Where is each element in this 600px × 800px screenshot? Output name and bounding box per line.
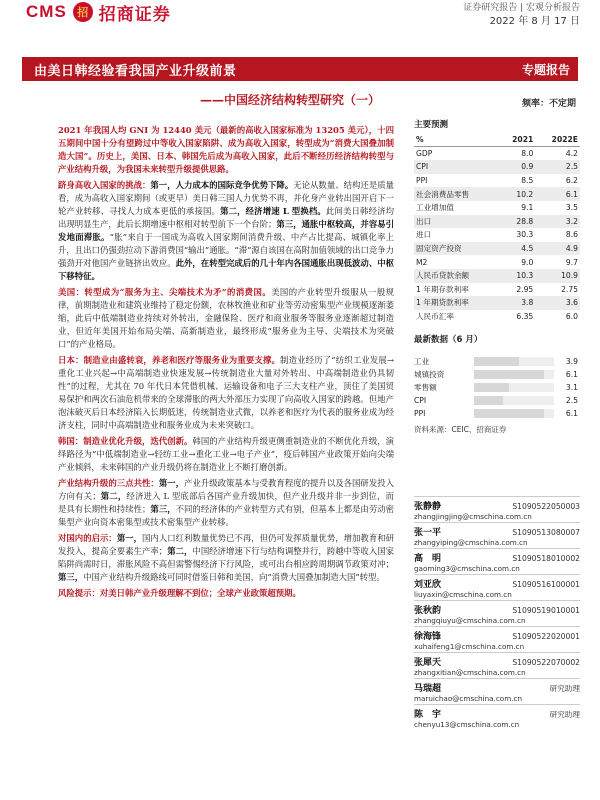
title-bar (22, 57, 578, 81)
forecast-value: 6.1 (535, 187, 580, 201)
analyst-name: 张一平 (414, 528, 442, 538)
commonality-point-2: 第二， (100, 491, 127, 501)
challenges-text-2: 此间美日韩经济均出现明显生产，此后长期增速中枢相对转型前下一个台阶； (58, 206, 395, 229)
forecast-value: 8.0 (521, 149, 534, 159)
analyst-email[interactable]: chenyu13@cmschina.com.cn (414, 720, 520, 729)
forecast-row (414, 147, 580, 161)
analyst-name: 徐海锋 (414, 632, 442, 642)
commonality-lead: 产业结构升级的三点共性： (58, 478, 159, 488)
latest-data-row (414, 394, 580, 407)
commonality-point-1: 第一， (158, 478, 185, 488)
forecast-header-row (414, 133, 580, 147)
analyst-email[interactable]: xuhaifeng1@cmschina.com.cn (414, 642, 525, 651)
commonality-text-3: 不同的经济体的产业转型方式有别，但基本上都是由劳动密集型产业向资本密集型或技术密集型产业转移。 (58, 504, 395, 527)
forecast-value: 0.9 (498, 160, 535, 174)
latest-data-value: 2.5 (565, 396, 578, 406)
forecast-value: 10.9 (535, 269, 580, 283)
forecast-indicator: M2 (416, 257, 428, 267)
forecast-indicator: CPI (414, 160, 498, 174)
forecast-value: 4.2 (565, 149, 578, 159)
implications-paragraph (58, 532, 394, 584)
forecast-value: 3.5 (565, 203, 578, 213)
data-sidebar (414, 118, 580, 435)
latest-data-bar-track (474, 357, 554, 366)
forecast-indicator: 进口 (416, 230, 432, 240)
usa-lead: 美国：转型成为“服务为主、尖端技术为矛”的消费国。 (58, 287, 272, 297)
analyst-email[interactable]: gaoming3@cmschina.com.cn (414, 564, 520, 573)
forecast-indicator: 社会消费品零售 (414, 187, 498, 201)
latest-data-value: 6.1 (565, 370, 578, 380)
challenges-paragraph (58, 179, 394, 283)
logo-company-name: 招商证券 (98, 4, 171, 25)
forecast-value: 4.5 (498, 242, 535, 256)
latest-data-label: 城镇投资 (414, 370, 445, 380)
analyst-card (414, 548, 580, 574)
analyst-id: S1090513080007 (512, 528, 580, 537)
forecast-value: 8.6 (565, 230, 578, 240)
analyst-name: 陈 宇 (414, 710, 442, 720)
forecast-indicator: 固定资产投资 (414, 242, 498, 256)
forecast-value: 2.95 (516, 284, 534, 294)
latest-data-value: 3.9 (565, 357, 578, 367)
analyst-id: S1090516100001 (512, 580, 580, 589)
forecast-row (414, 228, 580, 242)
forecast-value: 10.3 (498, 269, 535, 283)
forecast-row (414, 310, 580, 324)
latest-data-label: 零售额 (414, 383, 437, 393)
implications-text-2: 中国经济增速下行与结构调整并行，跨越中等收入国家陷阱尚需时日，滞胀风险不高但需警惕经济下行风险，或可出台相应跨周期调节政策对冲； (58, 546, 395, 569)
forecast-header-cell: 2022E (535, 133, 580, 147)
analyst-list (414, 496, 580, 730)
report-date: 2022 年 8 月 17 日 (489, 16, 580, 27)
forecast-row (414, 255, 580, 269)
commonality-paragraph (58, 477, 394, 529)
latest-data-row (414, 355, 580, 368)
logo-mark-icon: 招 (73, 2, 93, 22)
korea-paragraph (58, 435, 394, 474)
challenges-text-1: 无论从数量、结构还是质量看，成为高收入国家期间（或更早）美日韩三国人力优势不再，并化身产业转出国开启下一轮产业转移、寻找人力成本更低的承接国。 (58, 180, 395, 216)
commonality-point-3: 第三， (150, 504, 176, 514)
japan-text: 制造业经历了“纺织工业发展→重化工业兴起→中高端制造业快速发展→传统制造业大量对外转出、中高端制造业仍具韧性”的过程，尤其在 70 年代日本凭借机械、运输设备和电子三大支柱产业，顶住了美国贸易保护和两次石油危机带来的全球滞胀的两大外部压力实现了向高收入国家的跨越。但地产泡沫破灭后日本经济陷入长期低迷，传统制造业式微，以养老和医疗为代表的服务业成为经济支柱，同时中高端制造业和服务业成为未来突破口。 (58, 355, 394, 430)
forecast-indicator: 人民币汇率 (416, 312, 454, 322)
analyst-name: 张秋韵 (414, 606, 442, 616)
analyst-email[interactable]: liuyaxin@cmschina.com.cn (414, 590, 512, 599)
analyst-card (414, 626, 580, 652)
analyst-email[interactable]: zhangxitian@cmschina.com.cn (414, 668, 526, 677)
latest-data-bar-track (474, 396, 554, 405)
forecast-row (414, 160, 580, 174)
risk-warning: 风险提示：对美日韩产业升级理解不到位；全球产业政策超预期。 (58, 588, 301, 598)
analyst-name: 张静静 (414, 502, 442, 512)
forecast-header-cell: 2021 (498, 133, 535, 147)
challenges-text-3: “胀”来自于一国成为高收入国家期间消费升级、中产占比提高、城镇化率上升，且出口仍强劲拉动下游消费国“输出”通胀。“滞”源自该国在高附加值领域的出口竞争力强劲开对他国产业链挤出效应。 (58, 232, 395, 268)
latest-data-label: PPI (414, 409, 426, 419)
forecast-indicator: 1 年期贷款利率 (414, 296, 498, 310)
forecast-value: 28.8 (498, 215, 535, 229)
forecast-value: 9.1 (521, 203, 534, 213)
latest-data-label: 工业 (414, 357, 430, 367)
implications-text-3: 中国产业结构升级路线可同时借鉴日韩和美国，向“消费大国叠加制造大国”转型。 (83, 572, 385, 582)
analyst-email[interactable]: maruichao@cmschina.com.cn (414, 694, 522, 703)
commonality-text-1: 产业升级政策基本与受教育程度的提升以及各国研发投入方向有关； (58, 478, 395, 501)
forecast-value: 9.0 (521, 257, 534, 267)
latest-data-bar-track (474, 370, 554, 379)
analyst-card (414, 574, 580, 600)
latest-data-bar (474, 396, 503, 405)
forecast-value: 30.3 (516, 230, 534, 240)
latest-data-bars (414, 355, 580, 420)
forecast-value: 9.7 (565, 257, 578, 267)
analyst-name: 张犀天 (414, 658, 442, 668)
latest-data-label: CPI (414, 396, 427, 406)
analyst-id: 研究助理 (549, 710, 580, 719)
forecast-value: 2.5 (535, 160, 580, 174)
korea-text: 韩国的产业结构升级更侧重制造业的不断优化升级，演绎路径为“中低端制造业→轻纺工业→重化工业→电子产业”，疫后韩国产业政策开始向尖端产业倾斜，未来韩国的产业升级仍将在制造业上不断打磨创新。 (58, 436, 395, 472)
forecast-row (414, 201, 580, 215)
intro-paragraph: 2021 年我国人均 GNI 为 12440 美元（最新的高收入国家标准为 13205 美元），十四五期间中国十分有望跨过中等收入国家陷阱、成为高收入国家，转型成为“消费大国叠加制造大国”。历史上，美国、日本、韩国先后成为高收入国家，此后不断经历经济结构转型与产业结构升级，为我国未来转型升级提供思路。 (58, 125, 394, 174)
forecast-table (414, 133, 580, 323)
forecast-row (414, 215, 580, 229)
brand-logo (26, 0, 171, 24)
analyst-id: S1090522070002 (512, 658, 580, 667)
latest-data-bar (474, 357, 519, 366)
forecast-value: 3.8 (498, 296, 535, 310)
analyst-card (414, 652, 580, 678)
analyst-name: 马瑞超 (414, 684, 442, 694)
analyst-name: 刘亚欣 (414, 580, 442, 590)
challenges-lead: 跻身高收入国家的挑战： (58, 180, 151, 190)
analyst-email[interactable]: zhangjingjing@cmschina.com.cn (414, 512, 532, 521)
forecast-row (414, 242, 580, 256)
forecast-indicator: GDP (416, 149, 433, 159)
data-source: 资料来源：CEIC、招商证券 (414, 425, 507, 435)
latest-data-value: 3.1 (565, 383, 578, 393)
forecast-indicator: 人民币贷款余额 (414, 269, 498, 283)
report-type: 证券研究报告 | 宏观分析报告 (463, 3, 580, 13)
implications-point-3: 第三， (58, 572, 84, 582)
latest-data-row (414, 381, 580, 394)
forecast-value: 10.2 (498, 187, 535, 201)
page-subtitle: ——中国经济结构转型研究（一） (199, 93, 380, 107)
forecast-value: 6.0 (565, 312, 578, 322)
latest-data-value: 6.1 (565, 409, 578, 419)
forecast-row (414, 269, 580, 283)
korea-lead: 韩国：制造业优化升级，迭代创新。 (58, 436, 193, 446)
latest-data-bar (474, 370, 544, 379)
latest-data-bar (474, 409, 544, 418)
japan-lead: 日本：制造业由盛转衰，养老和医疗等服务业为重要支撑。 (58, 355, 281, 365)
analyst-card (414, 600, 580, 626)
forecast-header-cell: % (414, 133, 498, 147)
challenges-point-2: 第二，经济增速 L 型换档。 (220, 206, 326, 216)
analyst-email[interactable]: zhangqiuyu@cmschina.com.cn (414, 616, 526, 625)
latest-data-title: 最新数据（6 月） (414, 335, 483, 346)
forecast-value: 4.9 (535, 242, 580, 256)
latest-data-bar (474, 383, 509, 392)
latest-data-row (414, 368, 580, 381)
implications-lead: 对国内的启示： (58, 533, 117, 543)
implications-point-1: 第一， (116, 533, 143, 543)
analyst-name: 高 明 (414, 554, 442, 564)
forecast-indicator: 出口 (414, 215, 498, 229)
logo-cms-text: CMS (26, 2, 67, 21)
analyst-id: 研究助理 (549, 684, 580, 693)
analyst-id: S1090522020001 (512, 632, 580, 641)
report-tag: 专题报告 (521, 63, 570, 77)
japan-paragraph (58, 354, 394, 432)
forecast-row (414, 174, 580, 188)
implications-text-1: 国内人口红利数量优势已不再，但仍可发挥质量优势，增加教育和研发投入，提高全要素生产率； (58, 533, 395, 556)
analyst-card (414, 522, 580, 548)
implications-point-2: 第二， (167, 546, 193, 556)
forecast-value: 6.35 (516, 312, 534, 322)
analyst-card (414, 678, 580, 704)
challenges-point-1: 第一，人力成本的国际竞争优势下降。 (150, 180, 294, 190)
analyst-id: S1090522050003 (512, 502, 580, 511)
forecast-row (414, 296, 580, 310)
usa-paragraph (58, 286, 394, 351)
forecast-indicator: 工业增加值 (416, 203, 454, 213)
commonality-text-2: 经济进入 L 型底部后各国产业升级加快，但产业升级并非一步到位，而是具有长期性和持续性； (58, 491, 395, 514)
frequency-label: 频率：不定期 (521, 99, 576, 109)
challenges-point-4: 此外，在转型完成后的几十年内各国通胀出现低波动、中枢下移特征。 (58, 258, 394, 281)
forecast-indicator: 1 年期存款利率 (416, 284, 469, 294)
forecast-value: 2.75 (561, 284, 578, 294)
analyst-card (414, 496, 580, 522)
summary-column (58, 124, 394, 603)
analyst-id: S1090518010002 (512, 554, 580, 563)
latest-data-bar-track (474, 383, 554, 392)
page-title: 由美日韩经验看我国产业升级前景 (34, 64, 237, 79)
latest-data-bar-track (474, 409, 554, 418)
forecast-indicator: PPI (416, 176, 428, 186)
forecast-value: 8.5 (521, 176, 534, 186)
forecast-title: 主要预测 (414, 120, 449, 130)
usa-text: 美国的产业转型升级服从一般规律，前期制造业和建筑业维持了稳定份额，农林牧渔业和矿业等劳动密集型产业规模逐渐萎缩，此后中低端制造业持续对外转出，金融保险、医疗和商业服务等服务业逐渐超过制造业，但近年美国开始布局尖端、高新制造业，最终形成“服务业为主导、尖端技术为突破口”的产业格局。 (58, 287, 394, 349)
analyst-id: S1090519010001 (512, 606, 580, 615)
forecast-value: 6.2 (565, 176, 578, 186)
page-header (0, 0, 600, 36)
analyst-card (414, 704, 580, 730)
analyst-email[interactable]: zhangyiping@cmschina.com.cn (414, 538, 528, 547)
challenges-point-3: 第三，通胀中枢较高，并容易引发地面滞胀。 (58, 219, 394, 242)
forecast-row (414, 283, 580, 297)
forecast-row (414, 187, 580, 201)
forecast-value: 3.2 (535, 215, 580, 229)
latest-data-row (414, 407, 580, 420)
forecast-value: 3.6 (535, 296, 580, 310)
